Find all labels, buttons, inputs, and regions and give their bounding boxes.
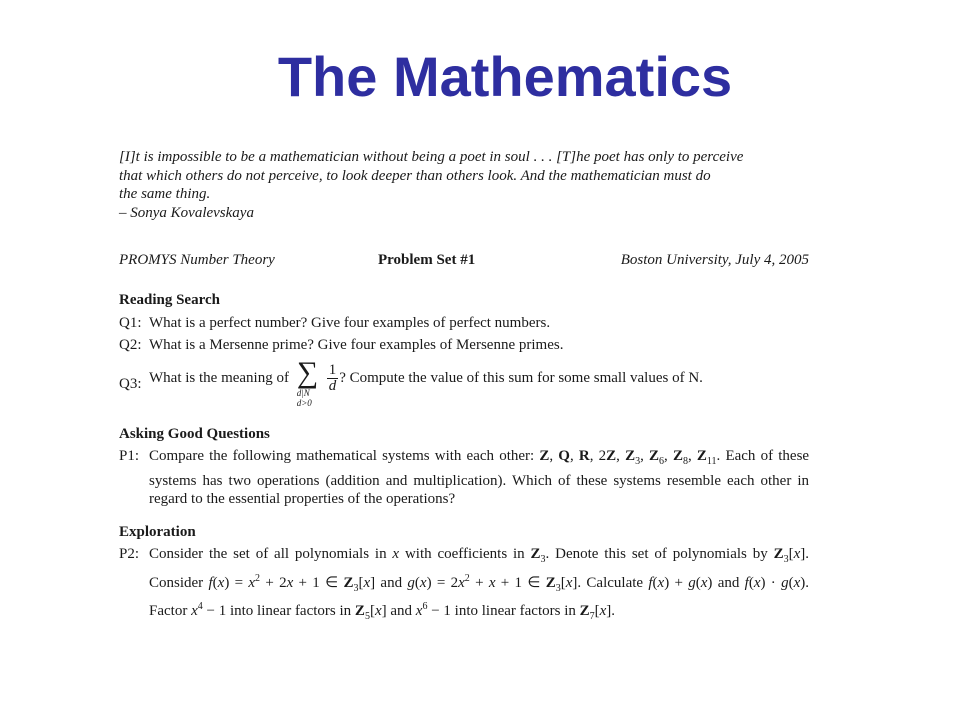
question-q2	[119, 336, 809, 355]
question-text: What is a perfect number? Give four examples of perfect numbers.	[149, 314, 551, 331]
question-text-before: What is the meaning of	[149, 369, 289, 386]
question-text: What is a Mersenne prime? Give four examples of Mersenne primes.	[149, 337, 564, 353]
question-text	[149, 356, 809, 409]
section-heading: Exploration	[119, 523, 196, 540]
section-heading: Asking Good Questions	[119, 425, 270, 442]
problem-p2	[119, 545, 809, 627]
problem-p1	[119, 447, 809, 509]
page-title: The Mathematics	[277, 45, 733, 108]
fraction-formula: $\frac{1}{d}$	[328, 361, 337, 394]
question-label: Q2:	[119, 337, 142, 353]
problem-label: P2:	[119, 546, 140, 562]
question-label: Q1:	[119, 314, 142, 331]
question-text-after: ? Compute the value of this sum for some small values of N.	[339, 369, 703, 386]
problem-text: Compare the following mathematical systems with each other: Z, Q, R, 2Z, $Z_3$, $Z_6$, $Z_8$, $Z_{11}$. Each of these systems has two operations (addition and multiplication). Which of these systems resemble each other in regard to the essential properties of the operations?	[149, 448, 810, 507]
problem-set-document	[119, 148, 809, 627]
document-header	[119, 251, 809, 271]
quote-attribution: – Sonya Kovalevskaya	[119, 204, 254, 221]
epigraph-quote	[119, 148, 809, 222]
quote-line: the same thing.	[119, 186, 211, 202]
section-reading-search	[119, 291, 809, 409]
problem-text: Consider the set of all polynomials in x with coefficients in $Z_3$. Denote this set of polynomials by $Z_3[x]$. Consider $f(x) = x^2 + 2x + 1$ ∈ $Z_3[x]$ and $g(x) = 2x^2 + x + 1$ ∈ $Z_3[x]$. Calculate f(x) + g(x) and f(x) · g(x). Factor $x^4 - 1$ into linear factors in $Z_5[x]$ and $x^6 - 1$ into linear factors in $Z_7[x]$.	[149, 546, 810, 622]
problem-set-title: Problem Set #1	[378, 252, 476, 268]
quote-line: [I]t is impossible to be a mathematician without being a poet in soul . . . [T]he poet has only to perceive	[119, 149, 744, 165]
question-q1	[119, 314, 809, 333]
location-date: Boston University, July 4, 2005	[620, 252, 809, 268]
course-name: PROMYS Number Theory	[119, 252, 275, 268]
question-q3	[119, 356, 809, 409]
quote-line: that which others do not perceive, to look deeper than others look. And the mathematician must do	[119, 167, 711, 184]
section-heading: Reading Search	[119, 292, 220, 308]
section-exploration	[119, 523, 809, 627]
problem-label: P1:	[119, 448, 140, 464]
summation-formula: ∑ d|N d>0	[296, 356, 319, 408]
section-asking-good-questions	[119, 425, 809, 509]
question-label: Q3:	[119, 375, 142, 392]
